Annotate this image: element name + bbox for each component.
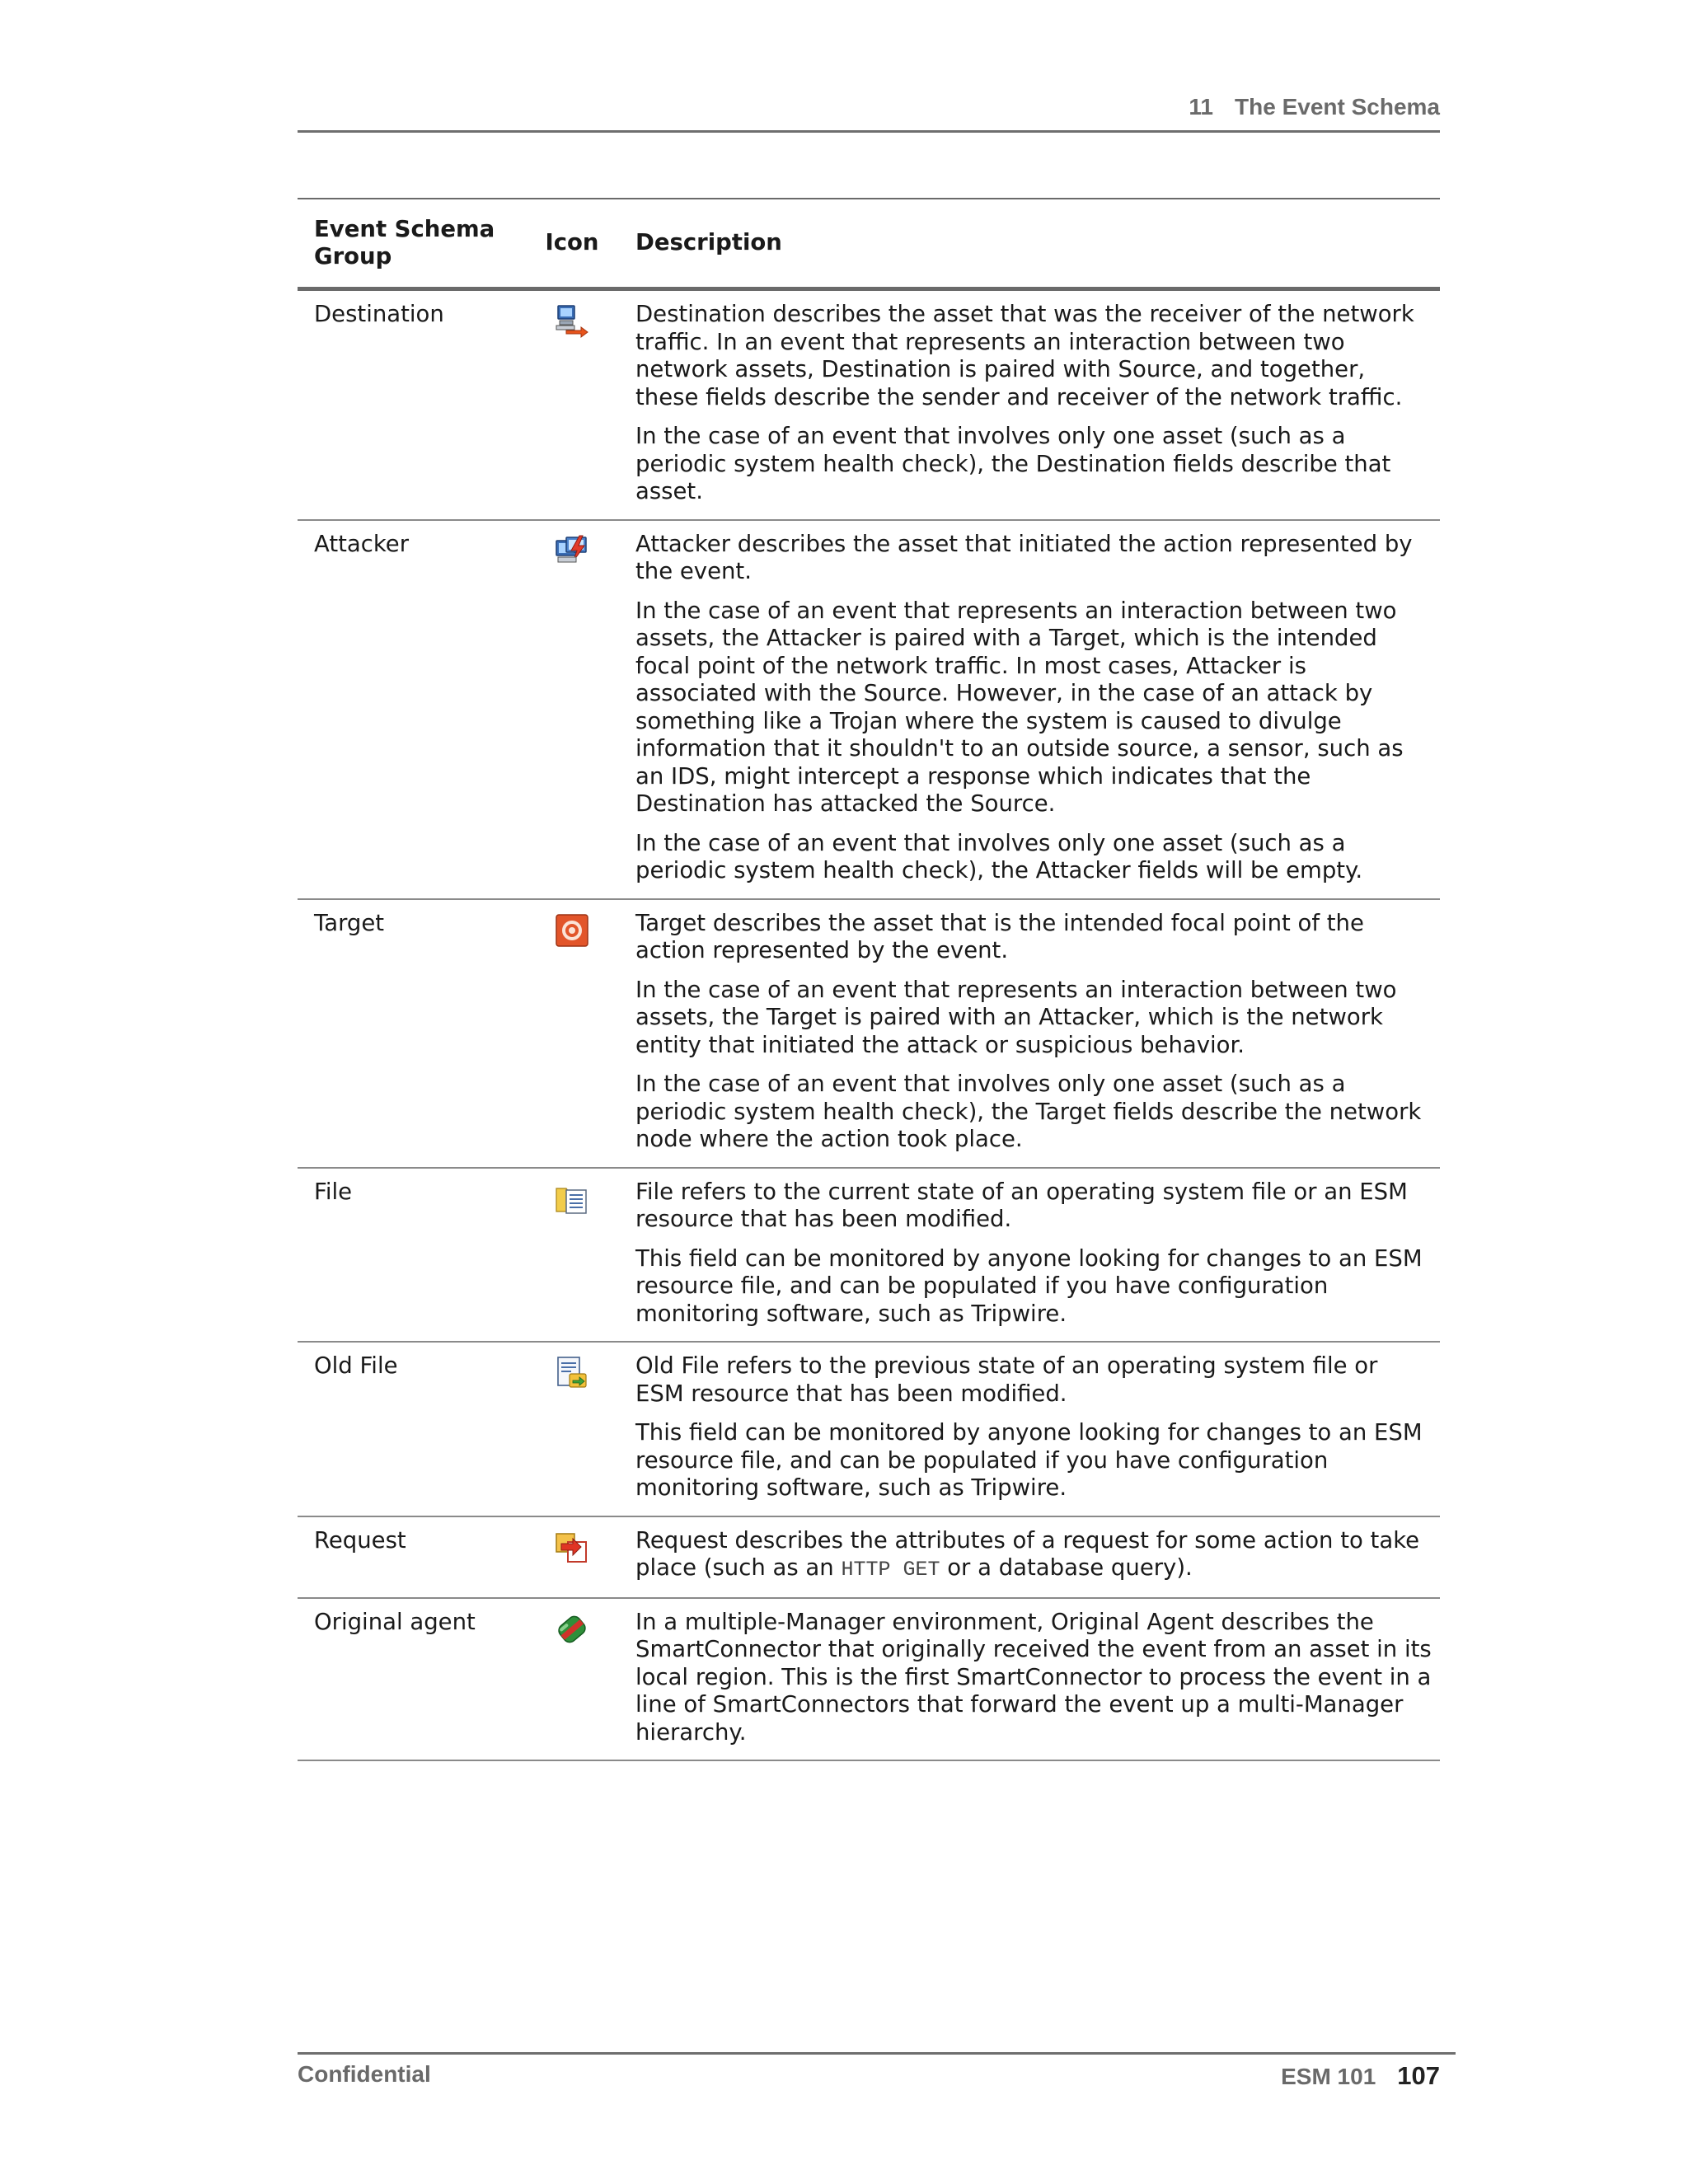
page-number: 107 (1397, 2061, 1440, 2090)
attacker-icon (555, 534, 589, 569)
chapter-title: The Event Schema (1235, 94, 1440, 120)
group-name: Old File (298, 1342, 525, 1516)
request-description-start: Request describes the attributes of a request for some action to take place (such as an (635, 1526, 1420, 1581)
table-row (298, 289, 1440, 520)
table-row (298, 1168, 1440, 1343)
column-header-icon: Icon (525, 199, 619, 289)
group-name: Destination (298, 289, 525, 520)
description-paragraph: In the case of an event that involves only one asset (such as a periodic system health check), the Destination fields describe that asset. (635, 423, 1391, 504)
description-paragraph: In the case of an event that represents an interaction between two assets, the Attacker is paired with a Target, which is the intended focal point of the network traffic. In most cases, Attacker is associated with the Source. However, in the case of an attack by something like a Trojan where the system is caused to divulge information that it shouldn't to an outside source, a sensor, such as an IDS, might intercept a response which indicates that the Destination has attacked the Source. (635, 597, 1404, 817)
description-paragraph: In the case of an event that represents an interaction between two assets, the Target is paired with an Attacker, which is the network entity that initiated the attack or suspicious behavior. (635, 976, 1397, 1058)
table-row (298, 1342, 1440, 1516)
target-icon (555, 913, 589, 948)
page-footer (298, 2052, 1456, 2093)
description-paragraph: Target describes the asset that is the intended focal point of the action represented by the event. (635, 909, 1364, 963)
description-paragraph: Attacker describes the asset that initiated the action represented by the event. (635, 530, 1413, 584)
table-row (298, 520, 1440, 899)
description-paragraph: This field can be monitored by anyone looking for changes to an ESM resource file, and can be populated if you have configuration monitoring software, such as Tripwire. (635, 1244, 1423, 1327)
table-row (298, 899, 1440, 1168)
group-name: Request (298, 1516, 525, 1598)
group-name: File (298, 1168, 525, 1343)
description-paragraph: File refers to the current state of an operating system file or an ESM resource that has been modified. (635, 1178, 1408, 1232)
description-paragraph: In the case of an event that involves only one asset (such as a periodic system health check), the Target fields describe the network node where the action took place. (635, 1071, 1422, 1152)
description-paragraph: Destination describes the asset that was the receiver of the network traffic. In an event that represents an interaction between two network assets, Destination is paired with Source, and together, these fields describe the sender and receiver of the network traffic. (635, 301, 1414, 410)
request-icon (555, 1530, 589, 1565)
table-header-row (298, 199, 1440, 289)
column-header-group: Event Schema Group (298, 199, 525, 289)
description-paragraph: This field can be monitored by anyone looking for changes to an ESM resource file, and can be populated if you have configuration monitoring software, such as Tripwire. (635, 1419, 1423, 1501)
event-schema-table (298, 198, 1440, 1761)
destination-icon (555, 304, 589, 339)
description-paragraph: In the case of an event that involves only one asset (such as a periodic system health check), the Attacker fields will be empty. (635, 829, 1363, 883)
group-name: Original agent (298, 1598, 525, 1761)
group-name: Target (298, 899, 525, 1168)
column-header-description: Description (619, 199, 1440, 289)
page-header (298, 89, 1440, 133)
description-paragraph: In a multiple-Manager environment, Original Agent describes the SmartConnector that originally received the event from an asset in its local region. This is the first SmartConnector to process the event in a line of SmartConnectors that forward the event up a multi-Manager hierarchy. (635, 1608, 1432, 1746)
old-file-icon (555, 1356, 589, 1390)
footer-doc-title: ESM 101 (1281, 2064, 1376, 2089)
group-name: Attacker (298, 520, 525, 899)
file-icon (555, 1182, 589, 1216)
description-paragraph: Old File refers to the previous state of an operating system file or ESM resource that has been modified. (635, 1352, 1378, 1407)
footer-confidential: Confidential (298, 2061, 431, 2087)
request-code-example: HTTP GET (841, 1558, 940, 1582)
table-row (298, 1516, 1440, 1598)
chapter-number: 11 (1189, 94, 1214, 120)
request-description-end: or a database query). (940, 1554, 1193, 1581)
original-agent-icon (555, 1612, 589, 1647)
table-row (298, 1598, 1440, 1761)
